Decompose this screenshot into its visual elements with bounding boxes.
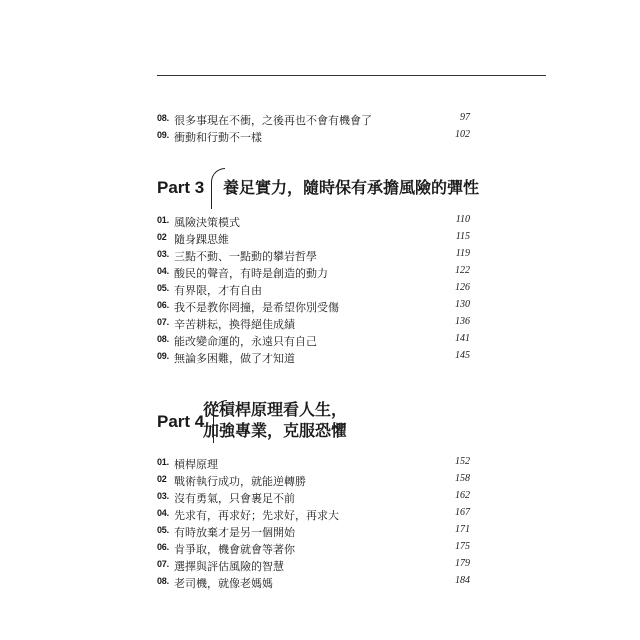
entry-page: 115 [455, 231, 470, 242]
entry-title: 肯爭取，機會就會等著你 [174, 543, 295, 556]
entry-number: 05. [157, 525, 169, 535]
entry-number: 06. [157, 542, 169, 552]
entry-title: 槓桿原理 [174, 458, 218, 471]
toc-entry [157, 473, 470, 487]
entry-title: 有界限，才有自由 [174, 284, 262, 297]
toc-entry [157, 333, 470, 347]
entry-title: 衝動和行動不一樣 [174, 131, 262, 144]
entry-number: 02 [157, 474, 167, 484]
part4-label: Part 4 [157, 412, 205, 431]
entry-number: 05. [157, 283, 169, 293]
entry-title: 戰術執行成功，就能逆轉勝 [174, 475, 306, 488]
part4-title-line1: 從槓桿原理看人生， [203, 400, 348, 419]
entry-title: 沒有勇氣，只會裹足不前 [174, 492, 295, 505]
toc-entry [157, 558, 470, 572]
entry-page: 184 [455, 575, 470, 586]
entry-title: 很多事現在不衝，之後再也不會有機會了 [174, 114, 372, 127]
entry-title: 酸民的聲音，有時是創造的動力 [174, 267, 328, 280]
entry-page: 171 [455, 524, 470, 535]
entry-page: 162 [455, 490, 470, 501]
toc-entry [157, 282, 470, 296]
toc-entry [157, 214, 470, 228]
toc-entry [157, 231, 470, 245]
entry-number: 03. [157, 491, 169, 501]
entry-title: 能改變命運的，永遠只有自己 [174, 335, 317, 348]
entry-number: 07. [157, 559, 169, 569]
entry-page: 122 [455, 265, 470, 276]
entry-number: 06. [157, 300, 169, 310]
toc-entry [157, 299, 470, 313]
entry-number: 04. [157, 266, 169, 276]
entry-number: 08. [157, 334, 169, 344]
entry-page: 141 [455, 333, 470, 344]
entry-page: 110 [455, 214, 470, 225]
part4-title-line2: 加強專業，克服恐懼 [203, 421, 348, 440]
entry-page: 152 [455, 456, 470, 467]
entry-page: 130 [455, 299, 470, 310]
entry-title: 老司機，就像老媽媽 [174, 577, 273, 590]
toc-entry [157, 316, 470, 330]
entry-page: 136 [455, 316, 470, 327]
entry-title: 選擇與評估風險的智慧 [174, 560, 284, 573]
entry-number: 04. [157, 508, 169, 518]
entry-page: 167 [455, 507, 470, 518]
entry-title: 辛苦耕耘，換得絕佳成績 [174, 318, 295, 331]
toc-entry [157, 456, 470, 470]
toc-entry [157, 265, 470, 279]
entry-number: 08. [157, 576, 169, 586]
entry-number: 03. [157, 249, 169, 259]
entry-number: 09. [157, 351, 169, 361]
entry-title: 有時放棄才是另一個開始 [174, 526, 295, 539]
entry-page: 145 [455, 350, 470, 361]
toc-entry [157, 524, 470, 538]
part3-label: Part 3 [157, 178, 205, 197]
entry-number: 07. [157, 317, 169, 327]
entry-page: 97 [460, 112, 470, 123]
entry-page: 102 [455, 129, 470, 140]
entry-page: 158 [455, 473, 470, 484]
entry-number: 02 [157, 232, 167, 242]
toc-entry [157, 490, 470, 504]
entry-number: 09. [157, 130, 169, 140]
entry-title: 無論多困難，做了才知道 [174, 352, 295, 365]
toc-entry [157, 129, 470, 143]
toc-entry [157, 112, 470, 126]
entry-page: 179 [455, 558, 470, 569]
top-divider [157, 75, 546, 76]
entry-title: 三點不動、一點動的攀岩哲學 [174, 250, 317, 263]
toc-entry [157, 248, 470, 262]
toc-entry [157, 575, 470, 589]
entry-title: 隨身踝思維 [174, 233, 229, 246]
entry-number: 01. [157, 457, 169, 467]
toc-entry [157, 541, 470, 555]
entry-title: 風險決策模式 [174, 216, 240, 229]
entry-page: 126 [455, 282, 470, 293]
entry-number: 08. [157, 113, 169, 123]
part3-title: 養足實力，隨時保有承擔風險的彈性 [223, 178, 480, 197]
entry-number: 01. [157, 215, 169, 225]
entry-page: 175 [455, 541, 470, 552]
entry-title: 先求有，再求好；先求好，再求大 [174, 509, 339, 522]
toc-entry [157, 350, 470, 364]
entry-title: 我不是教你罔撞，是希望你別受傷 [174, 301, 339, 314]
toc-entry [157, 507, 470, 521]
entry-page: 119 [455, 248, 470, 259]
